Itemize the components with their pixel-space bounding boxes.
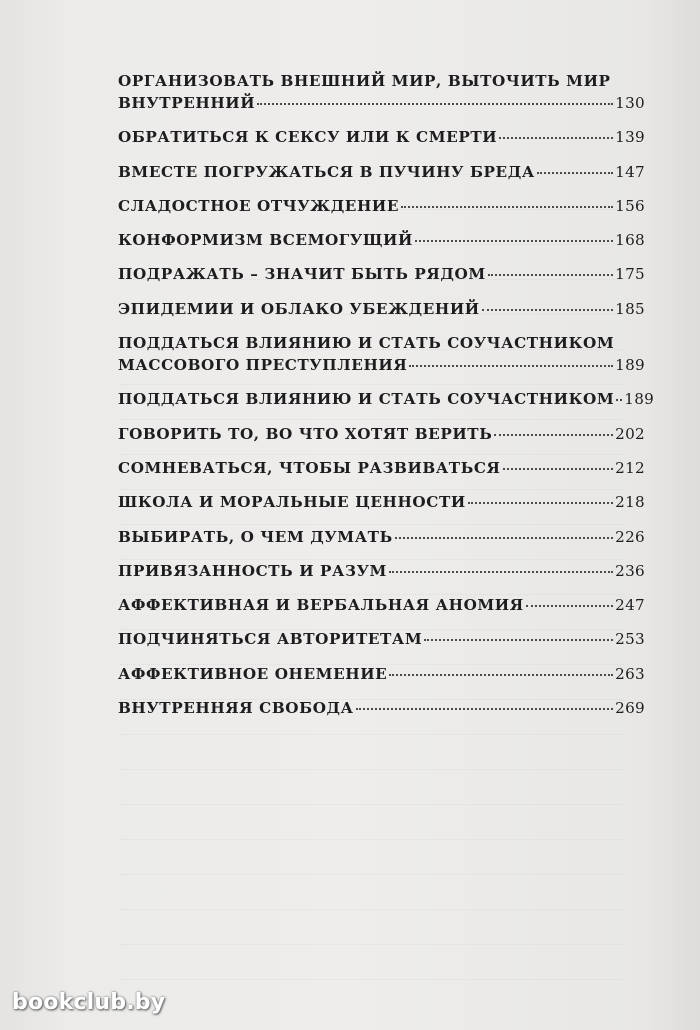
- toc-entry-title: ГОВОРИТЬ ТО, ВО ЧТО ХОТЯТ ВЕРИТЬ: [118, 424, 493, 443]
- toc-entry-title: АФФЕКТИВНОЕ ОНЕМЕНИЕ: [118, 664, 388, 683]
- toc-entry-page-number: 253: [615, 630, 645, 649]
- toc-entry: [118, 526, 645, 548]
- toc-entry-title: ВНУТРЕННЯЯ СВОБОДА: [118, 699, 354, 718]
- toc-entry-title: ВМЕСТЕ ПОГРУЖАТЬСЯ В ПУЧИНУ БРЕДА: [118, 162, 535, 181]
- dot-leader: [389, 674, 613, 676]
- dot-leader: [488, 274, 613, 276]
- toc-entry-page-number: 218: [615, 493, 645, 512]
- toc-entry-title: МАССОВОГО ПРЕСТУПЛЕНИЯ: [118, 356, 408, 375]
- dot-leader: [499, 137, 613, 139]
- dot-leader: [494, 434, 613, 436]
- dot-leader: [356, 708, 613, 710]
- toc-entry-page-number: 202: [615, 424, 645, 443]
- dot-leader: [537, 172, 613, 174]
- toc-entry-row: [118, 298, 645, 320]
- toc-entry-row: [118, 229, 645, 251]
- toc-entry: [118, 195, 645, 217]
- toc-entry: [118, 560, 645, 582]
- dot-leader: [395, 537, 613, 539]
- toc-entry-row: [118, 491, 645, 513]
- toc-entry-page-number: 189: [624, 390, 655, 409]
- toc-entry-page-number: 147: [615, 162, 645, 181]
- toc-entry: [118, 263, 645, 285]
- toc-entry-row: [118, 628, 645, 650]
- toc-entry: [118, 70, 645, 114]
- toc-entry-title: ШКОЛА И МОРАЛЬНЫЕ ЦЕННОСТИ: [118, 493, 466, 512]
- toc-entry-title: СЛАДОСТНОЕ ОТЧУЖДЕНИЕ: [118, 196, 400, 215]
- dot-leader: [409, 365, 613, 367]
- dot-leader: [257, 103, 613, 105]
- toc-entry-title: ОБРАТИТЬСЯ К СЕКСУ ИЛИ К СМЕРТИ: [118, 128, 498, 147]
- toc-entry: [118, 388, 655, 410]
- toc-entry-page-number: 185: [615, 299, 645, 318]
- toc-entry-row: [118, 423, 645, 445]
- toc-entry: [118, 423, 645, 445]
- toc-entry-title: ПРИВЯЗАННОСТЬ И РАЗУМ: [118, 561, 387, 580]
- toc-entry-page-number: 212: [615, 458, 645, 477]
- dot-leader: [401, 206, 613, 208]
- toc-entry: [118, 161, 645, 183]
- toc-entry-title: ПОДРАЖАТЬ – ЗНАЧИТ БЫТЬ РЯДОМ: [118, 265, 486, 284]
- toc-entry-page-number: 263: [615, 664, 645, 683]
- dot-leader: [503, 468, 614, 470]
- toc-entry-row: [118, 526, 645, 548]
- toc-entry: [118, 332, 645, 376]
- table-of-contents: [118, 70, 655, 731]
- toc-entry-page-number: 175: [615, 265, 645, 284]
- toc-entry-row: [118, 457, 645, 479]
- toc-entry: [118, 229, 645, 251]
- toc-entry-row: [118, 560, 645, 582]
- toc-entry-page-number: 139: [615, 128, 645, 147]
- watermark-logo: bookclub.by: [12, 990, 166, 1015]
- toc-entry-title: ЭПИДЕМИИ И ОБЛАКО УБЕЖДЕНИЙ: [118, 299, 480, 318]
- toc-entry-row: [118, 663, 645, 685]
- dot-leader: [424, 639, 613, 641]
- toc-entry-page-number: 226: [615, 527, 645, 546]
- toc-entry-title: СОМНЕВАТЬСЯ, ЧТОБЫ РАЗВИВАТЬСЯ: [118, 458, 501, 477]
- toc-entry: [118, 663, 645, 685]
- toc-entry-row: [118, 161, 645, 183]
- toc-entry-page-number: 189: [615, 356, 645, 375]
- dot-leader: [616, 399, 622, 401]
- toc-entry-row: [118, 195, 645, 217]
- toc-entry: [118, 126, 645, 148]
- dot-leader: [415, 240, 613, 242]
- toc-entry: [118, 697, 645, 719]
- dot-leader: [468, 502, 613, 504]
- toc-entry: [118, 594, 645, 616]
- toc-entry-row: [118, 263, 645, 285]
- toc-entry-row: [118, 354, 645, 376]
- toc-entry-row: [118, 126, 645, 148]
- toc-entry: [118, 628, 645, 650]
- toc-entry-title: АФФЕКТИВНАЯ И ВЕРБАЛЬНАЯ АНОМИЯ: [118, 596, 524, 615]
- toc-entry-title: ВЫБИРАТЬ, О ЧЕМ ДУМАТЬ: [118, 527, 393, 546]
- toc-entry-title: КОНФОРМИЗМ ВСЕМОГУЩИЙ: [118, 231, 413, 250]
- toc-entry-title: ВНУТРЕННИЙ: [118, 94, 256, 112]
- toc-entry: [118, 457, 645, 479]
- toc-entry-page-number: 156: [615, 196, 645, 215]
- toc-entry-page-number: 130: [615, 94, 645, 112]
- toc-entry: [118, 298, 645, 320]
- dot-leader: [526, 605, 613, 607]
- toc-entry: [118, 491, 645, 513]
- toc-entry-page-number: 236: [615, 561, 645, 580]
- toc-entry-page-number: 247: [615, 596, 645, 615]
- toc-entry-row: [118, 697, 645, 719]
- toc-entry-page-number: 168: [615, 231, 645, 250]
- toc-entry-row: [118, 388, 655, 410]
- dot-leader: [482, 309, 613, 311]
- toc-entry-title: ПОДЧИНЯТЬСЯ АВТОРИТЕТАМ: [118, 630, 423, 649]
- dot-leader: [389, 571, 613, 573]
- toc-entry-title: ПОДДАТЬСЯ ВЛИЯНИЮ И СТАТЬ СОУЧАСТНИКОМ: [118, 390, 615, 409]
- toc-entry-title-line: ПОДДАТЬСЯ ВЛИЯНИЮ И СТАТЬ СОУЧАСТНИКОМ: [118, 334, 615, 353]
- toc-entry-row: [118, 92, 645, 114]
- toc-entry-page-number: 269: [615, 699, 645, 718]
- toc-entry-title-line: ОРГАНИЗОВАТЬ ВНЕШНИЙ МИР, ВЫТОЧИТЬ МИР: [118, 72, 611, 90]
- toc-entry-row: [118, 594, 645, 616]
